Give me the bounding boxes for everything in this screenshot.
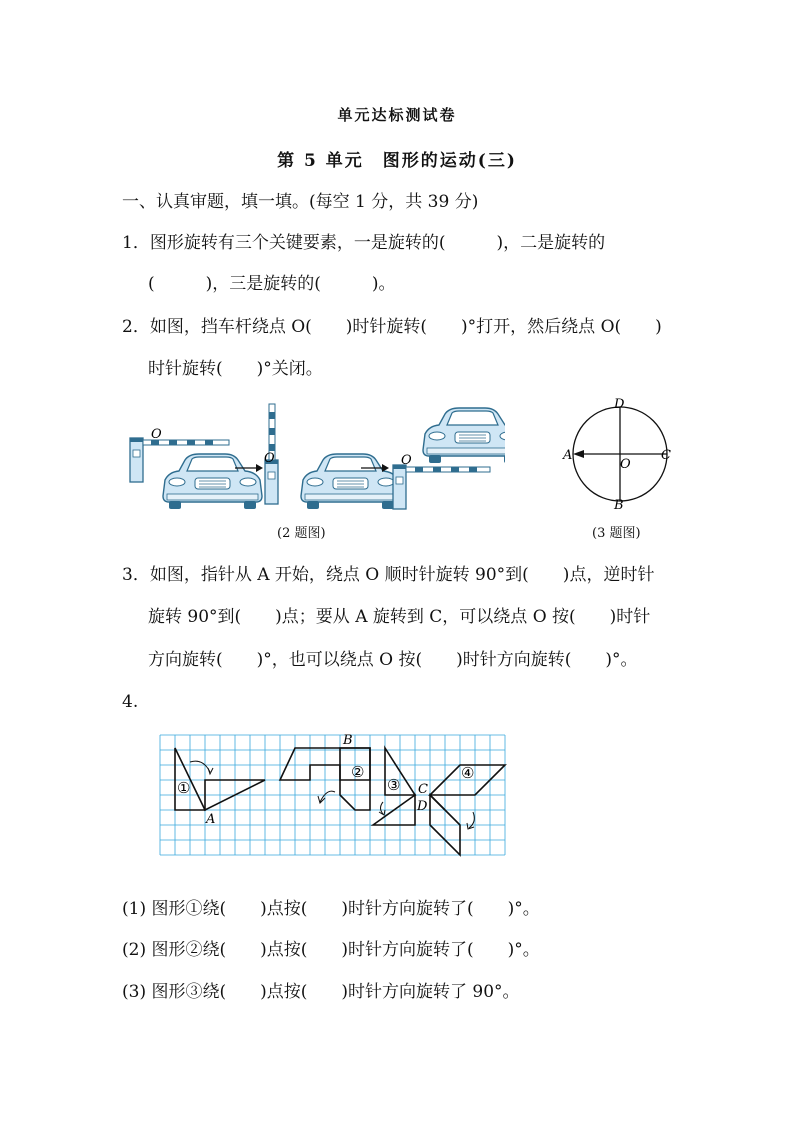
unit-title: 第 5 单元 图形的运动(三) xyxy=(277,151,517,171)
label-c: C xyxy=(418,782,428,797)
point-o-label-2: O xyxy=(264,451,275,466)
section-heading: 一、认真审题，填一填。(每空 1 分，共 39 分) xyxy=(122,192,479,212)
circle-pointer-figure xyxy=(560,396,680,514)
label-o: O xyxy=(620,457,631,472)
point-o-label-1: O xyxy=(151,427,162,442)
label-c: C xyxy=(661,448,671,463)
barrier-gate-figure xyxy=(125,398,505,516)
question-2-line-2: 时针旋转( )°关闭。 xyxy=(148,359,323,379)
label-a: A xyxy=(206,812,216,827)
label-a: A xyxy=(563,448,573,463)
question-4-number: 4. xyxy=(122,692,139,712)
shape-3-label: ③ xyxy=(387,776,401,794)
label-d: D xyxy=(417,799,428,814)
question-4-part-1: (1) 图形①绕( )点按( )时针方向旋转了( )°。 xyxy=(122,899,540,919)
question-3-line-1: 3．如图，指针从 A 开始，绕点 O 顺时针旋转 90°到( )点，逆时针 xyxy=(122,565,655,585)
shape-2-label: ② xyxy=(351,763,365,781)
label-d: D xyxy=(614,397,625,412)
question-3-line-2: 旋转 90°到( )点；要从 A 旋转到 C，可以绕点 O 按( )时针 xyxy=(148,607,651,627)
figure-2-caption: (2 题图) xyxy=(277,526,326,541)
shape-1-label: ① xyxy=(177,779,191,797)
question-2-line-1: 2．如图，挡车杆绕点 O( )时针旋转( )°打开，然后绕点 O( ) xyxy=(122,317,662,337)
question-1-line-1: 1．图形旋转有三个关键要素，一是旋转的( )，二是旋转的 xyxy=(122,233,606,253)
label-b: B xyxy=(614,498,624,513)
question-1-line-2: ( )，三是旋转的( )。 xyxy=(148,274,396,294)
page-title: 单元达标测试卷 xyxy=(337,106,457,124)
question-3-line-3: 方向旋转( )°，也可以绕点 O 按( )时针方向旋转( )°。 xyxy=(148,650,638,670)
shape-4-label: ④ xyxy=(461,764,475,782)
question-4-part-3: (3) 图形③绕( )点按( )时针方向旋转了 90°。 xyxy=(122,982,520,1002)
question-4-part-2: (2) 图形②绕( )点按( )时针方向旋转了( )°。 xyxy=(122,940,540,960)
point-o-label-3: O xyxy=(401,453,412,468)
figure-3-caption: (3 题图) xyxy=(592,526,641,541)
pointer-arrowhead xyxy=(573,450,584,458)
rotation-grid-figure xyxy=(155,730,510,862)
label-b: B xyxy=(343,733,353,748)
